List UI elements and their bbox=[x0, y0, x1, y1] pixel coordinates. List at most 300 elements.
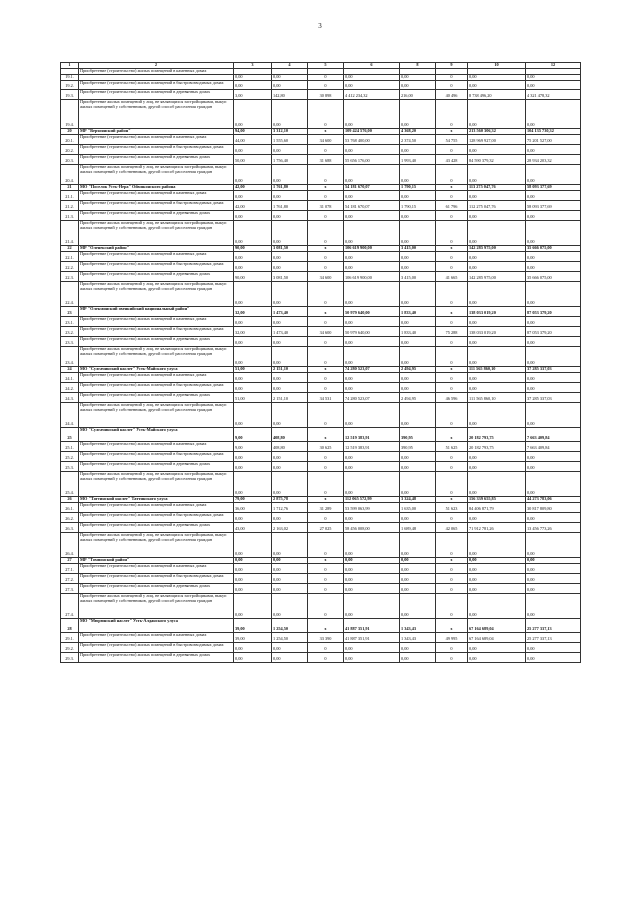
value-cell: 0,00 bbox=[272, 261, 308, 271]
value-cell: 0,00 bbox=[272, 563, 308, 573]
description-cell: МО "Сулгачинский наслег" Усть-Майского улуса bbox=[79, 427, 234, 441]
table-row bbox=[61, 632, 581, 642]
description-cell: Приобретение жилых помещений у лиц, не являющихся застройщиками, выкуп жилых помещений у собственников, другой способ расселения граждан bbox=[79, 164, 234, 184]
description-cell: МО "Поселок Усть-Нера" Оймяконского района bbox=[79, 184, 234, 190]
value-cell: 25 277 337,13 bbox=[526, 632, 581, 642]
value-cell: 0,00 bbox=[400, 583, 436, 593]
value-cell: 0,00 bbox=[344, 251, 400, 261]
value-cell: 0,00 bbox=[400, 372, 436, 382]
table-row bbox=[61, 532, 581, 557]
value-cell: 58 093 377,69 bbox=[526, 200, 581, 210]
value-cell: 0 bbox=[308, 144, 344, 154]
value-cell: 0,00 bbox=[526, 382, 581, 392]
row-number-cell: 26.3. bbox=[61, 522, 79, 532]
description-cell: Приобретение (строительство) жилых помещений в каменных домах bbox=[79, 69, 234, 75]
description-cell: Приобретение (строительство) жилых помещений в каменных домах bbox=[79, 372, 234, 382]
value-cell: 0 bbox=[308, 281, 344, 306]
value-cell: 41 887 351,91 bbox=[344, 632, 400, 642]
table-row bbox=[61, 382, 581, 392]
value-cell: 0,00 bbox=[344, 261, 400, 271]
value-cell: 39,00 bbox=[234, 632, 272, 642]
value-cell: 0,00 bbox=[400, 220, 436, 245]
table-row bbox=[61, 164, 581, 184]
value-cell: 0,00 bbox=[344, 557, 400, 563]
value-cell: 12 519 383,91 bbox=[344, 441, 400, 451]
value-cell: 0,00 bbox=[344, 164, 400, 184]
value-cell: 0,00 bbox=[234, 220, 272, 245]
row-number-cell: 27 bbox=[61, 557, 79, 563]
value-cell: 0,00 bbox=[272, 281, 308, 306]
value-cell: 3 415,00 bbox=[400, 245, 436, 251]
value-cell: x bbox=[308, 128, 344, 134]
value-cell: 142 285 975,00 bbox=[468, 271, 526, 281]
value-cell: 0,00 bbox=[468, 251, 526, 261]
value-cell: 51,00 bbox=[234, 366, 272, 372]
value-cell: 0,00 bbox=[468, 652, 526, 662]
value-cell: 0,00 bbox=[234, 210, 272, 220]
value-cell: 0 bbox=[436, 144, 468, 154]
value-cell: 0 bbox=[308, 573, 344, 583]
value-cell: 0,00 bbox=[526, 99, 581, 128]
value-cell: 0 bbox=[436, 583, 468, 593]
value-cell: 0 bbox=[436, 652, 468, 662]
value-cell: 37 285 337,03 bbox=[526, 366, 581, 372]
value-cell: 67 164 689,04 bbox=[468, 632, 526, 642]
table-row bbox=[61, 451, 581, 461]
value-cell: 51 623 bbox=[436, 502, 468, 512]
row-number-cell: 27.1. bbox=[61, 563, 79, 573]
value-cell: 84 590 379,32 bbox=[468, 154, 526, 164]
value-cell: 0,00 bbox=[344, 461, 400, 471]
value-cell: 0,00 bbox=[344, 281, 400, 306]
value-cell: 1 254,50 bbox=[272, 632, 308, 642]
table-row bbox=[61, 402, 581, 427]
value-cell: 0,00 bbox=[272, 573, 308, 583]
value-cell: 0,00 bbox=[272, 144, 308, 154]
value-cell: 0,00 bbox=[468, 261, 526, 271]
value-cell: x bbox=[308, 306, 344, 316]
row-number-cell: 26.2. bbox=[61, 512, 79, 522]
value-cell: 0,00 bbox=[468, 451, 526, 461]
value-cell: 0,00 bbox=[344, 382, 400, 392]
value-cell: 0 bbox=[308, 261, 344, 271]
table-row bbox=[61, 441, 581, 451]
value-cell: 94,00 bbox=[234, 128, 272, 134]
description-cell: Приобретение жилых помещений у лиц, не являющихся застройщиками, выкуп жилых помещений у собственников, другой способ расселения граждан bbox=[79, 532, 234, 557]
table-row bbox=[61, 316, 581, 326]
value-cell: 0,00 bbox=[234, 593, 272, 618]
value-cell: 39,00 bbox=[234, 618, 272, 632]
value-cell: 44,00 bbox=[234, 134, 272, 144]
value-cell: 32,00 bbox=[234, 306, 272, 316]
value-cell: 0 bbox=[436, 74, 468, 80]
value-cell: 1 254,50 bbox=[272, 618, 308, 632]
description-cell: Приобретение жилых помещений у лиц, не являющихся застройщиками, выкуп жилых помещений у собственников, другой способ расселения граждан bbox=[79, 346, 234, 366]
value-cell: 0,00 bbox=[400, 281, 436, 306]
value-cell: 36,00 bbox=[234, 502, 272, 512]
row-number-cell: 26 bbox=[61, 496, 79, 502]
value-cell: 31 688 bbox=[308, 154, 344, 164]
value-cell: 0 bbox=[436, 451, 468, 461]
value-cell: 20 182 793,75 bbox=[468, 441, 526, 451]
row-number-cell: 28 bbox=[61, 618, 79, 632]
value-cell: 0,00 bbox=[526, 316, 581, 326]
value-cell: 0,00 bbox=[468, 471, 526, 496]
value-cell: 0 bbox=[308, 80, 344, 89]
value-cell: 0,00 bbox=[344, 74, 400, 80]
value-cell: 0 bbox=[436, 642, 468, 652]
row-number-cell: 26.4. bbox=[61, 532, 79, 557]
value-cell: 2 494,95 bbox=[400, 392, 436, 402]
value-cell: 0 bbox=[308, 99, 344, 128]
value-cell: 106 619 900,00 bbox=[344, 245, 400, 251]
value-cell: x bbox=[436, 306, 468, 316]
description-cell: Приобретение (строительство) жилых помещений в деревянных домах bbox=[79, 583, 234, 593]
value-cell: 0,00 bbox=[468, 382, 526, 392]
row-number-cell: 22.2. bbox=[61, 261, 79, 271]
value-cell: 4 412 234,32 bbox=[344, 89, 400, 99]
value-cell: 0 bbox=[436, 281, 468, 306]
value-cell: 0,00 bbox=[344, 471, 400, 496]
value-cell: x bbox=[436, 184, 468, 190]
value-cell: 0 bbox=[436, 512, 468, 522]
value-cell: 1 833,40 bbox=[400, 326, 436, 336]
value-cell: 37 285 337,03 bbox=[526, 392, 581, 402]
value-cell: 0,00 bbox=[272, 557, 308, 563]
row-number-cell: 21.3. bbox=[61, 210, 79, 220]
value-cell: 0,00 bbox=[344, 563, 400, 573]
value-cell: 42 065 bbox=[436, 522, 468, 532]
value-cell: 0,00 bbox=[234, 563, 272, 573]
row-number-cell: 20 bbox=[61, 128, 79, 134]
value-cell: 40 496 bbox=[436, 89, 468, 99]
value-cell: 0,00 bbox=[400, 316, 436, 326]
value-cell: 71 912 781,26 bbox=[468, 522, 526, 532]
table-row bbox=[61, 281, 581, 306]
value-cell: 0 bbox=[308, 251, 344, 261]
value-cell: x bbox=[436, 427, 468, 441]
value-cell: 0,00 bbox=[400, 261, 436, 271]
value-cell: 2 151,10 bbox=[272, 392, 308, 402]
value-cell: 1 343,43 bbox=[400, 632, 436, 642]
value-cell: 31 078 bbox=[308, 200, 344, 210]
value-cell: 0 bbox=[436, 346, 468, 366]
description-cell: Приобретение (строительство) жилых помещений в деревянных домах bbox=[79, 154, 234, 164]
value-cell: 35 666 075,00 bbox=[526, 271, 581, 281]
value-cell: 0,00 bbox=[272, 74, 308, 80]
row-number-cell: 21.1. bbox=[61, 190, 79, 200]
value-cell: 0,00 bbox=[234, 532, 272, 557]
value-cell: 0,00 bbox=[344, 316, 400, 326]
value-cell: 0,00 bbox=[234, 382, 272, 392]
description-cell: МО "Таттинский наслег" Таттинского улуса bbox=[79, 496, 234, 502]
value-cell: 0,00 bbox=[234, 372, 272, 382]
value-cell: 0,00 bbox=[272, 532, 308, 557]
value-cell: x bbox=[308, 245, 344, 251]
value-cell: 408,80 bbox=[272, 441, 308, 451]
value-cell: 0,00 bbox=[272, 220, 308, 245]
value-cell: 44 273 783,06 bbox=[526, 496, 581, 502]
value-cell: 0,00 bbox=[526, 573, 581, 583]
value-cell: 0,00 bbox=[344, 144, 400, 154]
row-number-cell: 24.4. bbox=[61, 402, 79, 427]
description-cell: Приобретение (строительство) жилых помещений в быстровозводимых домах bbox=[79, 144, 234, 154]
value-cell: 58 093 377,69 bbox=[526, 184, 581, 190]
value-cell: 0,00 bbox=[400, 563, 436, 573]
row-number-cell: 26.1. bbox=[61, 502, 79, 512]
value-cell: 0,00 bbox=[468, 557, 526, 563]
value-cell: x bbox=[436, 496, 468, 502]
value-cell: 0,00 bbox=[234, 583, 272, 593]
value-cell: 75 288 bbox=[436, 326, 468, 336]
value-cell: 0,00 bbox=[400, 190, 436, 200]
value-cell: 0,00 bbox=[468, 512, 526, 522]
value-cell: 2 875,78 bbox=[272, 496, 308, 502]
resettlement-table bbox=[60, 62, 581, 663]
description-cell: МР "Верхоянский район" bbox=[79, 128, 234, 134]
row-number-cell: 27.3. bbox=[61, 583, 79, 593]
value-cell: 51 625 bbox=[436, 441, 468, 451]
value-cell: 0 bbox=[308, 336, 344, 346]
value-cell: 84 406 871,79 bbox=[468, 502, 526, 512]
row-number-cell: 21.2. bbox=[61, 200, 79, 210]
value-cell: x bbox=[308, 184, 344, 190]
value-cell: 28 934 203,32 bbox=[526, 154, 581, 164]
value-cell: 0,00 bbox=[344, 220, 400, 245]
value-cell: x bbox=[308, 557, 344, 563]
value-cell: x bbox=[436, 618, 468, 632]
row-number-cell: 25.3. bbox=[61, 461, 79, 471]
value-cell: 0,00 bbox=[400, 74, 436, 80]
value-cell: 58 456 008,00 bbox=[344, 522, 400, 532]
value-cell: 0,00 bbox=[234, 402, 272, 427]
row-number-cell: 29.3. bbox=[61, 652, 79, 662]
value-cell: 0,00 bbox=[234, 471, 272, 496]
value-cell: 0,00 bbox=[526, 557, 581, 563]
value-cell: 0,00 bbox=[468, 372, 526, 382]
header-cell: 6 bbox=[344, 63, 400, 69]
value-cell: 0,00 bbox=[344, 402, 400, 427]
description-cell: Приобретение жилых помещений у лиц, не являющихся застройщиками, выкуп жилых помещений у собственников, другой способ расселения граждан bbox=[79, 402, 234, 427]
value-cell: 0,00 bbox=[344, 336, 400, 346]
row-number-cell: 20.1. bbox=[61, 134, 79, 144]
value-cell: x bbox=[308, 366, 344, 372]
table-section-row bbox=[61, 427, 581, 441]
value-cell: 20 182 793,75 bbox=[468, 427, 526, 441]
value-cell: 0,00 bbox=[526, 451, 581, 461]
description-cell: Приобретение (строительство) жилых помещений в быстровозводимых домах bbox=[79, 642, 234, 652]
value-cell: 0,00 bbox=[400, 593, 436, 618]
value-cell: 0,00 bbox=[468, 583, 526, 593]
value-cell: 42,00 bbox=[234, 184, 272, 190]
value-cell: 0,00 bbox=[234, 99, 272, 128]
description-cell: Приобретение (строительство) жилых помещений в деревянных домах bbox=[79, 392, 234, 402]
value-cell: 0,00 bbox=[400, 557, 436, 563]
value-cell: 61 796 bbox=[436, 200, 468, 210]
value-cell: 3 312,10 bbox=[272, 128, 308, 134]
table-row bbox=[61, 80, 581, 89]
table-body bbox=[61, 63, 581, 663]
value-cell: 30 817 809,80 bbox=[526, 502, 581, 512]
value-cell: 9,00 bbox=[234, 441, 272, 451]
table-row bbox=[61, 220, 581, 245]
value-cell: 0,00 bbox=[344, 190, 400, 200]
description-cell: Приобретение жилых помещений у лиц, не являющихся застройщиками, выкуп жилых помещений у собственников, другой способ расселения граждан bbox=[79, 220, 234, 245]
value-cell: 0,00 bbox=[234, 144, 272, 154]
value-cell: 0 bbox=[308, 512, 344, 522]
value-cell: 0,00 bbox=[526, 190, 581, 200]
value-cell: 1 689,48 bbox=[400, 522, 436, 532]
value-cell: 106 619 900,00 bbox=[344, 271, 400, 281]
value-cell: 0,00 bbox=[468, 563, 526, 573]
value-cell: 0 bbox=[436, 261, 468, 271]
description-cell: Приобретение жилых помещений у лиц, не являющихся застройщиками, выкуп жилых помещений у собственников, другой способ расселения граждан bbox=[79, 99, 234, 128]
value-cell: 0,00 bbox=[400, 99, 436, 128]
value-cell: 0 bbox=[436, 251, 468, 261]
table-row bbox=[61, 99, 581, 128]
value-cell: 0,00 bbox=[400, 652, 436, 662]
value-cell: 0 bbox=[436, 336, 468, 346]
value-cell: 12 519 383,91 bbox=[344, 427, 400, 441]
value-cell: 90,00 bbox=[234, 271, 272, 281]
value-cell: 138 033 019,20 bbox=[468, 326, 526, 336]
value-cell: 1 555,60 bbox=[272, 134, 308, 144]
value-cell: 112 275 047,76 bbox=[468, 200, 526, 210]
value-cell: 0 bbox=[436, 220, 468, 245]
value-cell: 0,00 bbox=[526, 210, 581, 220]
value-cell: 213 560 306,32 bbox=[468, 128, 526, 134]
value-cell: 0,00 bbox=[234, 557, 272, 563]
value-cell: 0 bbox=[436, 190, 468, 200]
value-cell: 0,00 bbox=[344, 593, 400, 618]
description-cell: Приобретение (строительство) жилых помещений в деревянных домах bbox=[79, 522, 234, 532]
value-cell: 0,00 bbox=[234, 451, 272, 461]
value-cell: 0 bbox=[436, 382, 468, 392]
value-cell: 0,00 bbox=[526, 261, 581, 271]
table-row bbox=[61, 652, 581, 662]
value-cell: 0,00 bbox=[272, 461, 308, 471]
value-cell: 0,00 bbox=[234, 164, 272, 184]
description-cell: Приобретение (строительство) жилых помещений в деревянных домах bbox=[79, 652, 234, 662]
value-cell: 0 bbox=[308, 402, 344, 427]
value-cell: 0,00 bbox=[234, 336, 272, 346]
value-cell: 0,00 bbox=[468, 593, 526, 618]
value-cell: 0,00 bbox=[272, 372, 308, 382]
value-cell: 0,00 bbox=[272, 642, 308, 652]
value-cell: 0,00 bbox=[400, 210, 436, 220]
value-cell: 138 033 019,20 bbox=[468, 306, 526, 316]
value-cell: 0 bbox=[436, 573, 468, 583]
description-cell: Приобретение (строительство) жилых помещений в деревянных домах bbox=[79, 336, 234, 346]
value-cell: 1 790,15 bbox=[400, 200, 436, 210]
value-cell: 50 979 640,00 bbox=[344, 306, 400, 316]
value-cell: 0 bbox=[308, 652, 344, 662]
value-cell: 30 625 bbox=[308, 441, 344, 451]
row-number-cell: 20.4. bbox=[61, 164, 79, 184]
value-cell: 0,00 bbox=[272, 80, 308, 89]
value-cell: 53 599 063,99 bbox=[344, 502, 400, 512]
value-cell: 46 596 bbox=[436, 392, 468, 402]
value-cell: 0,00 bbox=[468, 642, 526, 652]
value-cell: 0,00 bbox=[526, 336, 581, 346]
table-row bbox=[61, 593, 581, 618]
value-cell: 0,00 bbox=[526, 402, 581, 427]
value-cell: 4 321 478,32 bbox=[526, 89, 581, 99]
value-cell: 0,00 bbox=[526, 593, 581, 618]
value-cell: 43,00 bbox=[234, 522, 272, 532]
description-cell: Приобретение (строительство) жилых помещений в быстровозводимых домах bbox=[79, 261, 234, 271]
value-cell: 0,00 bbox=[344, 80, 400, 89]
value-cell: 0,00 bbox=[272, 593, 308, 618]
value-cell: 0,00 bbox=[526, 144, 581, 154]
value-cell: 7 663 409,84 bbox=[526, 427, 581, 441]
value-cell: 33 390 bbox=[308, 632, 344, 642]
description-cell: МО "Мюрюнский наслег" Усть-Алданского улуса bbox=[79, 618, 234, 632]
value-cell: 1 790,15 bbox=[400, 184, 436, 190]
value-cell: 0 bbox=[308, 372, 344, 382]
value-cell: 49 995 bbox=[436, 632, 468, 642]
row-number-cell: 19.1. bbox=[61, 74, 79, 80]
value-cell: 74 280 523,07 bbox=[344, 366, 400, 372]
value-cell: 0,00 bbox=[234, 80, 272, 89]
value-cell: 74 280 523,07 bbox=[344, 392, 400, 402]
value-cell: 34 600 bbox=[308, 134, 344, 144]
description-cell: Приобретение (строительство) жилых помещений в быстровозводимых домах bbox=[79, 326, 234, 336]
value-cell: 50 979 640,00 bbox=[344, 326, 400, 336]
header-cell: 12 bbox=[526, 63, 581, 69]
value-cell: 0,00 bbox=[234, 346, 272, 366]
value-cell: 0,00 bbox=[234, 652, 272, 662]
value-cell: 0,00 bbox=[526, 471, 581, 496]
table-row bbox=[61, 502, 581, 512]
value-cell: 3,00 bbox=[234, 89, 272, 99]
value-cell: 0,00 bbox=[400, 80, 436, 89]
value-cell: 0,00 bbox=[272, 382, 308, 392]
value-cell: 0 bbox=[436, 316, 468, 326]
table-row bbox=[61, 336, 581, 346]
row-number-cell: 21.4. bbox=[61, 220, 79, 245]
value-cell: 0,00 bbox=[400, 402, 436, 427]
value-cell: 75 201 527,00 bbox=[526, 134, 581, 144]
header-cell: 2 bbox=[79, 63, 234, 69]
description-cell: Приобретение (строительство) жилых помещений в деревянных домах bbox=[79, 210, 234, 220]
value-cell: 0,00 bbox=[400, 512, 436, 522]
value-cell: 8 738 496,20 bbox=[468, 89, 526, 99]
value-cell: 113 275 047,76 bbox=[468, 184, 526, 190]
value-cell: 67 164 689,04 bbox=[468, 618, 526, 632]
value-cell: 0 bbox=[436, 164, 468, 184]
description-cell: МР "Оленекский район" bbox=[79, 245, 234, 251]
description-cell: Приобретение (строительство) жилых помещений в каменных домах bbox=[79, 134, 234, 144]
description-cell: Приобретение (строительство) жилых помещений в каменных домах bbox=[79, 632, 234, 642]
value-cell: 0 bbox=[308, 210, 344, 220]
value-cell: 34 531 bbox=[308, 392, 344, 402]
description-cell: Приобретение (строительство) жилых помещений в каменных домах bbox=[79, 251, 234, 261]
row-number-cell: 21 bbox=[61, 184, 79, 190]
value-cell: 0,00 bbox=[234, 261, 272, 271]
value-cell: 112 065 572,99 bbox=[344, 496, 400, 502]
value-cell: 54 755 bbox=[436, 134, 468, 144]
row-number-cell: 22 bbox=[61, 245, 79, 251]
value-cell: 0 bbox=[308, 642, 344, 652]
value-cell: 34 600 bbox=[308, 326, 344, 336]
value-cell: 0,00 bbox=[344, 642, 400, 652]
value-cell: 79,00 bbox=[234, 496, 272, 502]
value-cell: 390,95 bbox=[400, 427, 436, 441]
value-cell: 0 bbox=[436, 563, 468, 573]
row-number-cell: 23.3. bbox=[61, 336, 79, 346]
value-cell: 50,00 bbox=[234, 154, 272, 164]
